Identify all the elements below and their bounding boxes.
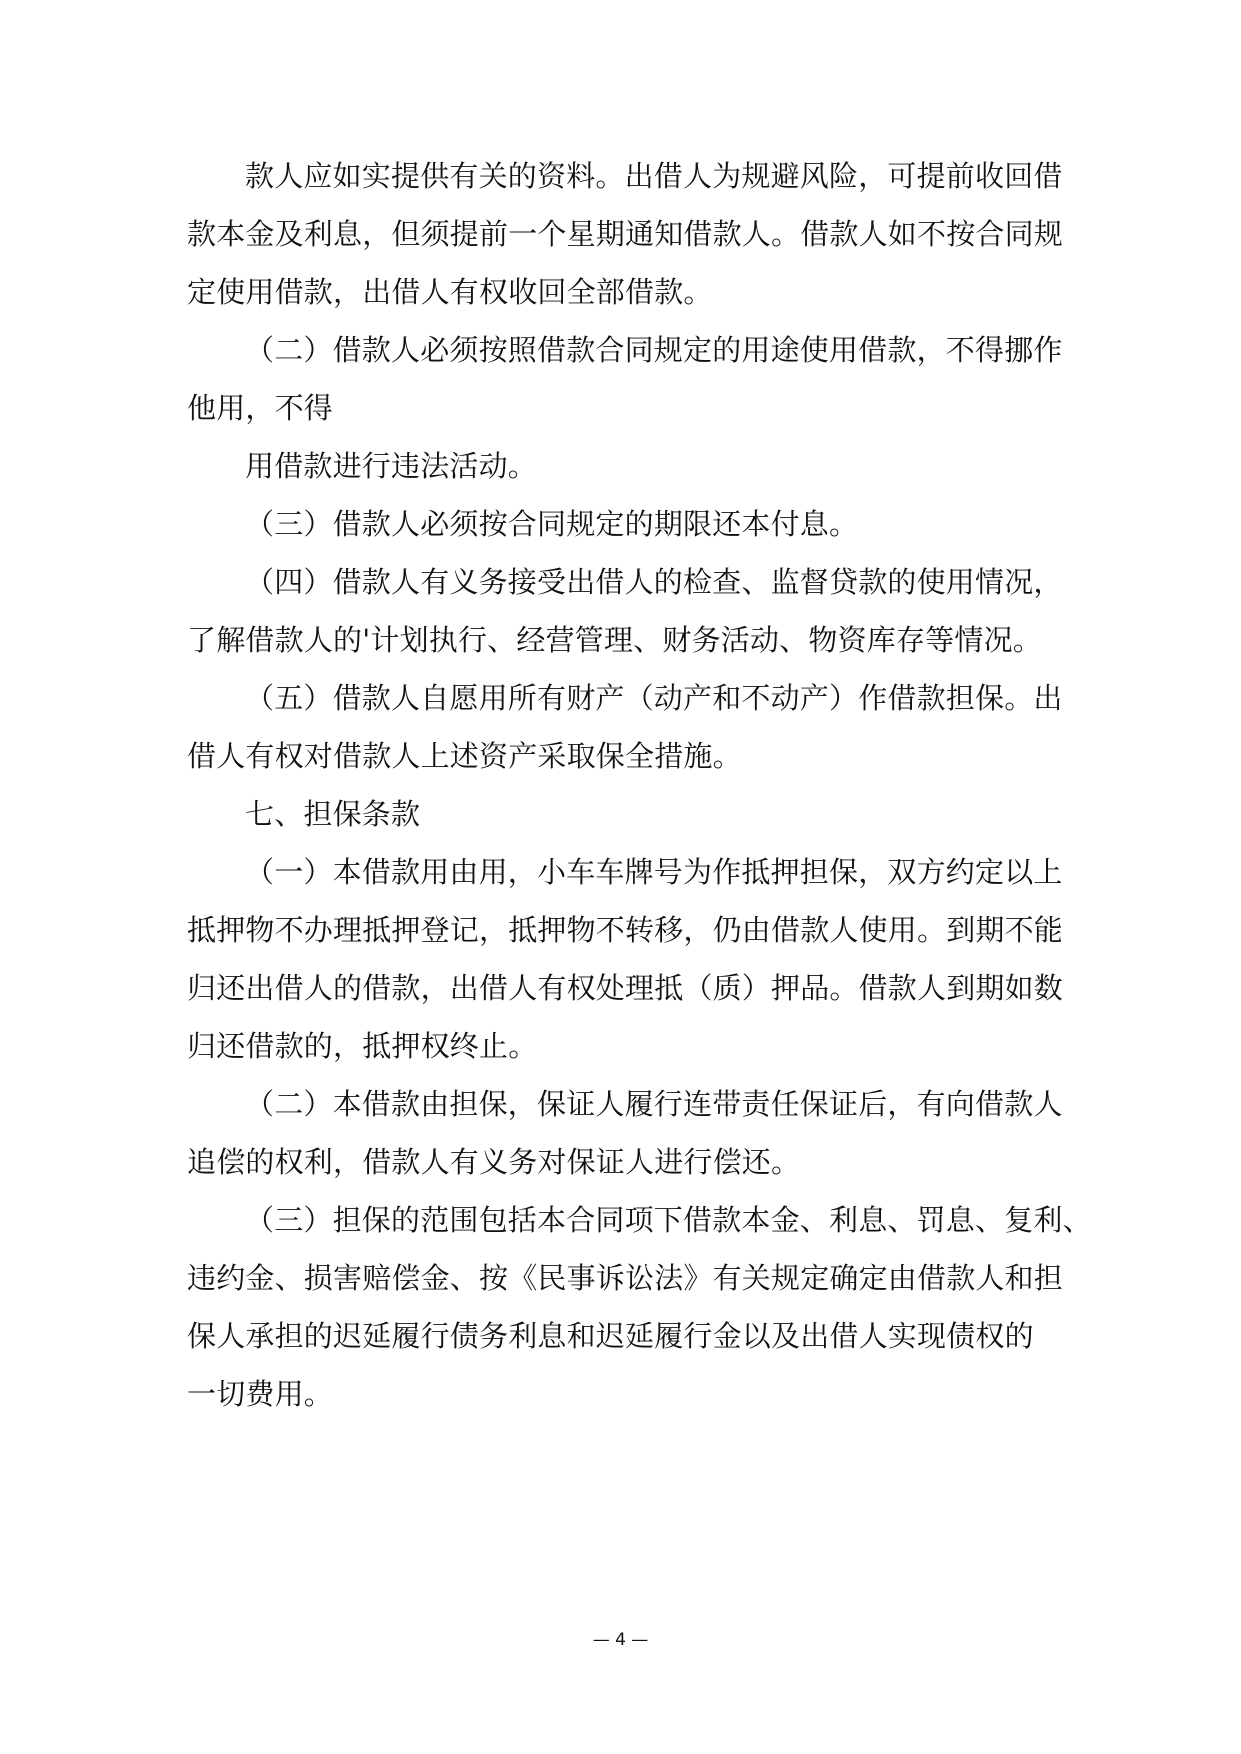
text-line: （五）借款人自愿用所有财产（动产和不动产）作借款担保。出 [245, 681, 1063, 715]
text-line: 归还出借人的借款，出借人有权处理抵（质）押品。借款人到期如数 [187, 971, 1064, 1005]
text-line: 追偿的权利，借款人有义务对保证人进行偿还。 [187, 1145, 801, 1179]
text-line: 了解借款人的'计划执行、经营管理、财务活动、物资库存等情况。 [187, 623, 1042, 657]
text-line: （三）借款人必须按合同规定的期限还本付息。 [245, 507, 859, 541]
text-line: （三）担保的范围包括本合同项下借款本金、利息、罚息、复利、 [245, 1203, 1092, 1237]
text-line: 一切费用。 [187, 1377, 334, 1411]
text-line: 抵押物不办理抵押登记，抵押物不转移，仍由借款人使用。到期不能 [187, 913, 1064, 947]
text-line: 违约金、损害赔偿金、按《民事诉讼法》有关规定确定由借款人和担 [187, 1261, 1064, 1295]
text-line: 借人有权对借款人上述资产采取保全措施。 [187, 739, 742, 773]
text-line: 款人应如实提供有关的资料。出借人为规避风险，可提前收回借 [245, 159, 1063, 193]
text-line: 定使用借款，出借人有权收回全部借款。 [187, 275, 713, 309]
text-line: （四）借款人有义务接受出借人的检查、监督贷款的使用情况， [245, 565, 1063, 599]
text-line: （一）本借款用由用，小车车牌号为作抵押担保，双方约定以上 [245, 855, 1063, 889]
text-line: 他用，不得 [187, 391, 334, 425]
text-line: 款本金及利息，但须提前一个星期通知借款人。借款人如不按合同规 [187, 217, 1064, 251]
text-line: （二）本借款由担保，保证人履行连带责任保证后，有向借款人 [245, 1087, 1063, 1121]
section-heading: 七、担保条款 [245, 797, 421, 831]
text-line: 用借款进行违法活动。 [245, 449, 538, 483]
page-number: — 4 — [592, 1630, 649, 1650]
text-line: 归还借款的，抵押权终止。 [187, 1029, 538, 1063]
text-line: 保人承担的迟延履行债务利息和迟延履行金以及出借人实现债权的 [187, 1319, 1034, 1353]
text-line: （二）借款人必须按照借款合同规定的用途使用借款，不得挪作 [245, 333, 1063, 367]
